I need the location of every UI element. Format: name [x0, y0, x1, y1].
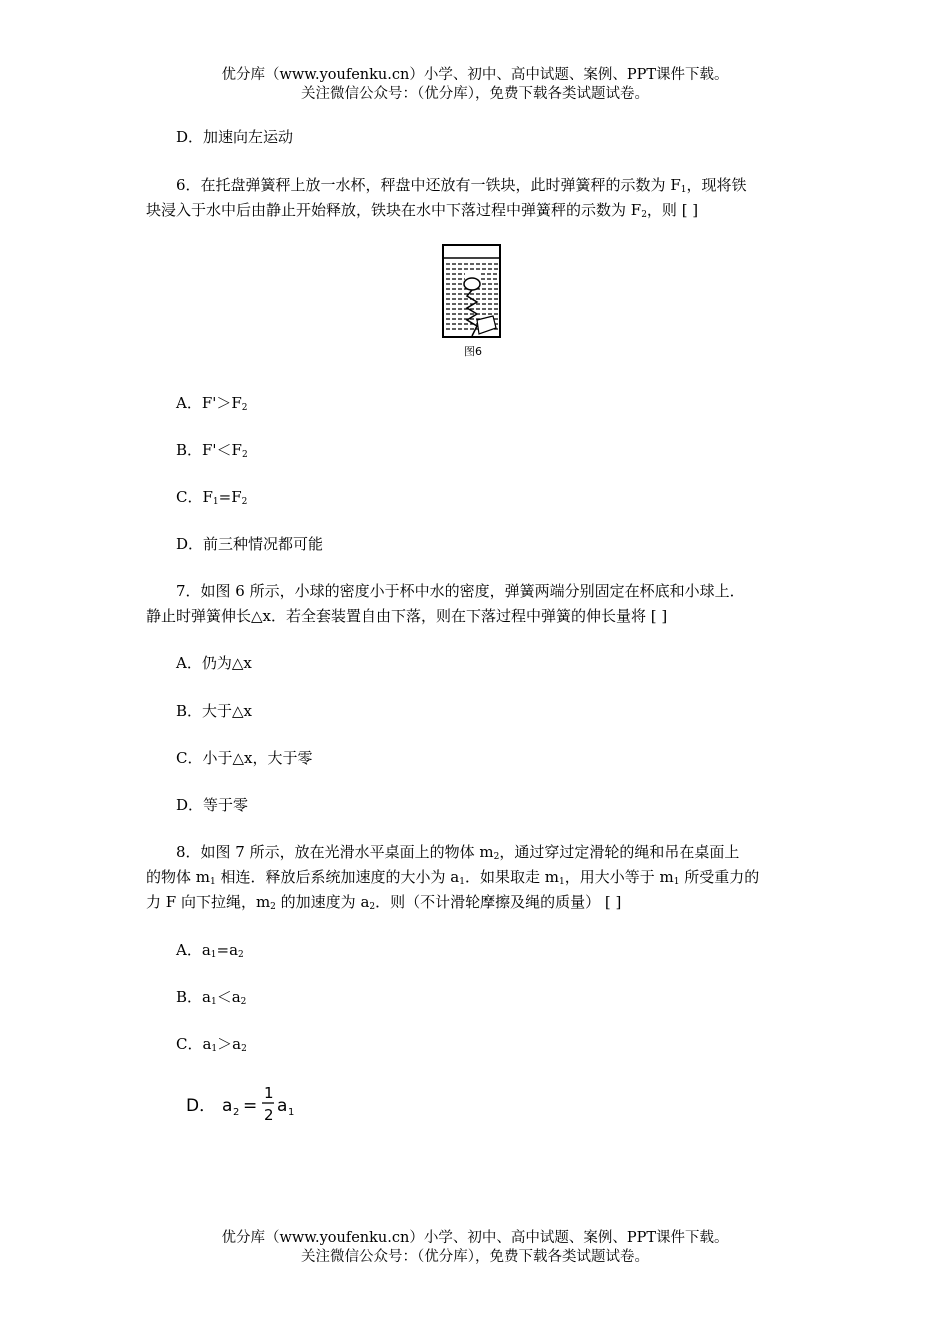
q7-text-line-2: 静止时弹簧伸长△x．若全套装置自由下落，则在下落过程中弹簧的伸长量将 [ ] [146, 607, 668, 625]
q8-option-b: B．$a_1<a_2$ [176, 988, 247, 1007]
header-line-2: 关注微信公众号：（优分库），免费下载各类试题试卷。 [301, 86, 649, 102]
q8-option-d-numerator: 1 [264, 1084, 274, 1102]
figure-6-cup-diagram [441, 242, 505, 360]
q6-option-c: C．$F_1=F_2$ [176, 488, 248, 507]
figure-6-caption: 图6 [464, 345, 482, 358]
footer-line-1: 优分库（www.youfenku.cn）小学、初中、高中试题、案例、PPT课件下载。 [221, 1230, 729, 1246]
page-header [0, 66, 950, 104]
q8-option-d-label: D． [186, 1096, 217, 1116]
q6-option-d: D．前三种情况都可能 [176, 535, 324, 553]
q8-text-line-3: 力 F 向下拉绳，$m_2$ 的加速度为 $a_2$．则（不计滑轮摩擦及绳的质量） [ ] [146, 893, 622, 912]
q7-option-c: C．小于△x，大于零 [176, 749, 313, 767]
footer-line-2: 关注微信公众号：（优分库），免费下载各类试题试卷。 [301, 1249, 649, 1265]
q8-option-c: C．$a_1>a_2$ [176, 1035, 247, 1054]
q7-text-line-1: 7．如图 6 所示，小球的密度小于杯中水的密度，弹簧两端分别固定在杯底和小球上． [176, 582, 745, 600]
q8-option-d-denominator: 2 [264, 1106, 274, 1124]
q5-option-d: D．加速向左运动 [176, 128, 294, 146]
page-footer [0, 1229, 950, 1267]
header-line-1: 优分库（www.youfenku.cn）小学、初中、高中试题、案例、PPT课件下载。 [221, 67, 729, 83]
q6-option-b: B．$F'<F_2$ [176, 441, 248, 460]
q7-option-b: B．大于△x [176, 702, 253, 720]
q8-option-d-rhs: a [277, 1096, 288, 1116]
q8-option-d-lhs: a [222, 1096, 233, 1116]
ball-icon [464, 278, 480, 290]
q8-text-line-1: 8．如图 7 所示，放在光滑水平桌面上的物体 $m_2$，通过穿过定滑轮的绳和吊在桌面上 [176, 843, 740, 862]
q8-option-d-equals: = [243, 1096, 258, 1116]
q6-option-a: A．$F'>F_2$ [176, 394, 248, 413]
q8-text-line-2: 的物体 $m_1$ 相连．释放后系统加速度的大小为 $a_1$．如果取走 $m_1$，用大小等于 $m_1$ 所受重力的 [146, 868, 760, 887]
q6-text-line-1: 6．在托盘弹簧秤上放一水杯，秤盘中还放有一铁块，此时弹簧秤的示数为 $F_1$，现将铁 [176, 176, 747, 195]
q8-option-d-formula [186, 1080, 306, 1130]
q8-option-a: A．$a_1=a_2$ [176, 941, 244, 960]
q7-option-d: D．等于零 [176, 796, 249, 814]
q6-text-line-2: 块浸入于水中后由静止开始释放，铁块在水中下落过程中弹簧秤的示数为 $F_2$，则 [ ] [146, 201, 699, 220]
q7-option-a: A．仍为△x [176, 654, 252, 672]
q8-option-d-lhs-sub: 2 [233, 1107, 240, 1118]
q8-option-d-rhs-sub: 1 [288, 1107, 295, 1118]
